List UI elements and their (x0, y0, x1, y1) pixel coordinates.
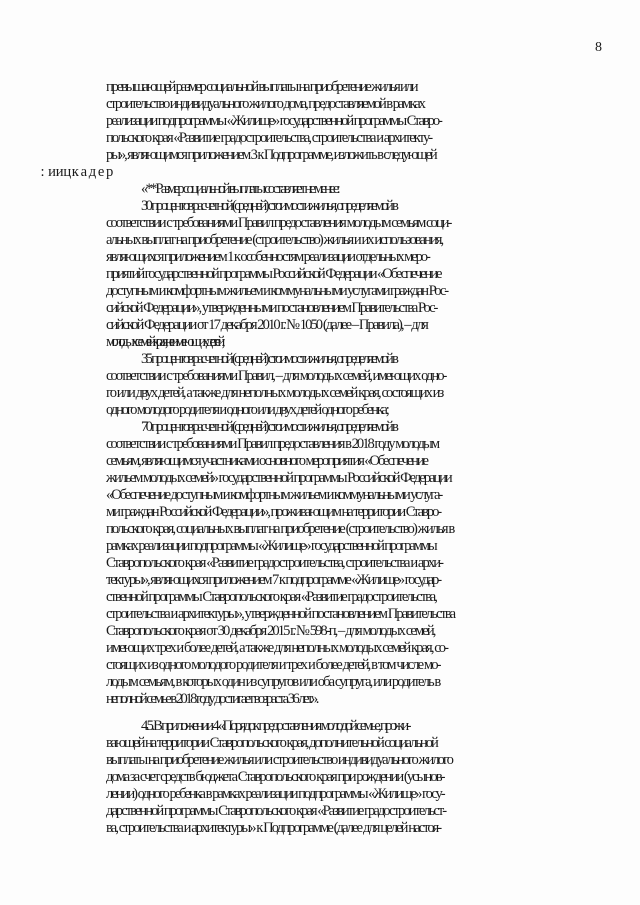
text-line (106, 164, 640, 181)
text-line: стоящих из одного молодого родителя и трех и более детей, в том числе мо- (106, 657, 440, 673)
text-line: одного молодого родителя и одного или двух детей одного ребенка; (106, 402, 388, 418)
text-line: 70 процентов расчетной (средней) стоимости жилья, определяемой в (141, 419, 397, 435)
text-line: альных выплат на приобретение (строительство) жилья и их использования, (106, 232, 443, 248)
text-line: семьям, являющимся участниками основного мероприятия «Обеспечение (106, 453, 427, 469)
text-line: приятий государственной программы Российской Федерации «Обеспечение (106, 266, 441, 282)
text-line: польского края «Развитие градостроительства, строительства и архитекту- (106, 130, 432, 146)
text-line: «Обеспечение доступным и комфортным жильем и коммунальными услуга- (106, 487, 442, 503)
text-line: ственной программы Ставропольского края «Развитие градостроительства, (106, 589, 436, 605)
text-line: вающей на территории Ставропольского края, дополнительной социальной (106, 735, 437, 751)
text-line: жильем молодых семей» государственной программы Российской Федерации (106, 470, 451, 486)
text-line: неполной семье в 2018 году достигает возраста 36 лет.». (106, 691, 317, 707)
text-line: ва, строительства и архитектуры» к Подпрограмме (далее для целей настоя- (106, 820, 441, 836)
text-line: польского края, социальных выплат на приобретение (строительство) жилья в (106, 521, 454, 537)
text-line: соответствии с требованиями Правил, – для молодых семей, имеющих одно- (106, 368, 446, 384)
text-line: строительства и архитектуры», утвержденной постановлением Правительства (106, 606, 455, 622)
text-line: тектуры», являющихся приложением 7 к подпрограмме «Жилище» государ- (106, 572, 440, 588)
text-line: го или двух детей, а также для неполных молодых семей края, состоящих из (106, 385, 443, 401)
page-number: 8 (595, 40, 602, 55)
text-line: Ставропольского края «Развитие градостроительства, строительства и архи- (106, 555, 443, 571)
text-line: реализации подпрограммы «Жилище» государственной программы Ставро- (106, 113, 441, 129)
text-line: Ставропольского края от 30 декабря 2015 г. № 598-п, – для молодых семей, (106, 623, 435, 639)
text-line: выплаты на приобретение жилья или строительство индивидуального жилого (106, 752, 452, 768)
text-line: дарственной программы Ставропольского края «Развитие градостроительст- (106, 803, 446, 819)
text-line: 4.5. В приложении 4 «Порядок предоставления молодой семье, прожи- (141, 718, 409, 734)
text-line: соответствии с требованиями Правил предоставления в 2018 году молодым (106, 436, 439, 452)
text-line: дома за счет средств бюджета Ставропольского края при рождении (усынов- (106, 769, 444, 785)
text-line: молодых семей края, не имеющих детей; (106, 334, 222, 350)
text-line: «** Размер социальной выплаты составляет не менее: (141, 181, 338, 197)
text-line: лодым семьям, в которых один из супругов или оба супруга, или родитель в (106, 674, 440, 690)
text-line: 35 процентов расчетной (средней) стоимости жилья, определяемой в (141, 351, 397, 367)
text-line: имеющих трех и более детей, а также для неполных молодых семей края, со- (106, 640, 448, 656)
text-line: сийской Федерации», утвержденными постановлением Правительства Рос- (106, 300, 437, 316)
text-line: сийской Федерации от 17 декабря 2010 г. № 1050 (далее – Правила), – для (106, 317, 427, 333)
text-line: ры», являющимся приложением 3 к Подпрограмме, изложить в следующей (106, 147, 436, 163)
text-line: 30 процентов расчетной (средней) стоимости жилья, определяемой в (141, 198, 397, 214)
text-line: превышающей размер социальной выплаты на приобретение жилья или (106, 79, 417, 95)
text-line: ми граждан Российской Федерации», проживающим на территории Ставро- (106, 504, 441, 520)
text-line: лении) одного ребенка в рамках реализации подпрограммы «Жилище» госу- (106, 786, 444, 802)
text-line: доступным и комфортным жильем и коммунальными услугами граждан Рос- (106, 283, 448, 299)
text-line: рамках реализации подпрограммы «Жилище» государственной программы (106, 538, 436, 554)
text-line: являющихся приложением 1 к особенностям реализации отдельных меро- (106, 249, 429, 265)
text-line: строительство индивидуального жилого дома, предоставляемой в рамках (106, 96, 424, 112)
text-line: соответствии с требованиями Правил предоставления молодым семьям соци- (106, 215, 451, 231)
